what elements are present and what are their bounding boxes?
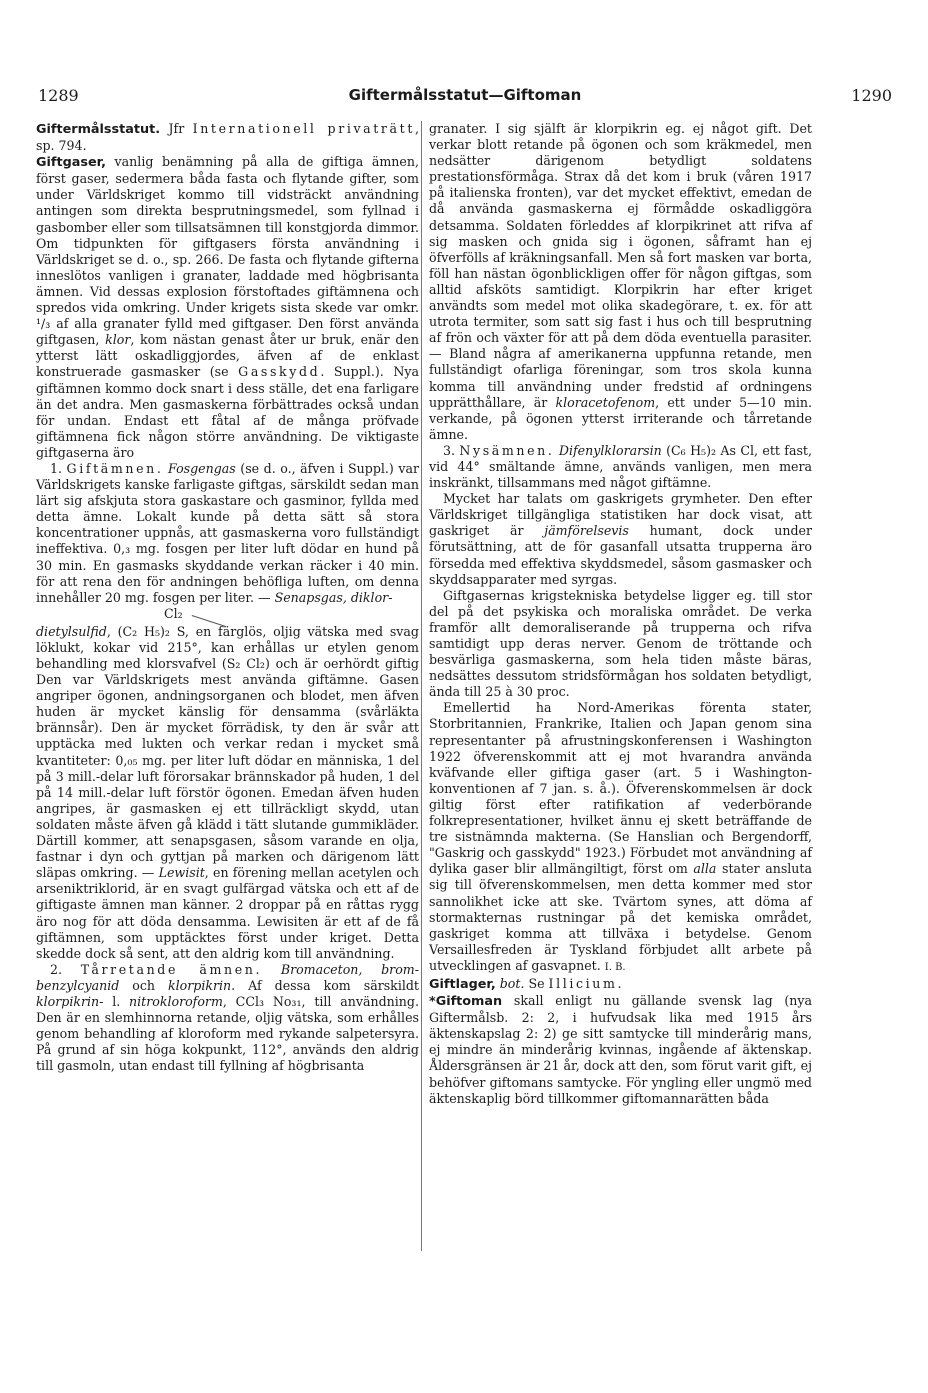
left-column <box>36 121 419 1074</box>
running-title: Giftermålsstatut—Giftoman <box>348 86 582 104</box>
entry-giftermalsstatut: Giftermålsstatut. Jfr Internationell privaträtt, sp. 794. <box>36 121 419 154</box>
paragraph-betydelse: Giftgasernas krigstekniska betydelse ligger eg. till stor del på det psykiska och moraliska området. De verka framför allt demoraliserande på trupperna och rifva samtidigt upp deras nerver. Genom de tröttande och besvärliga gasmaskerna, som hela tiden måste bäras, nedsättes dessutom stridsförmågan hos soldaten betydligt, ända till 25 à 30 proc. <box>429 587 812 700</box>
cross-reference: Internationell privaträtt <box>192 121 415 136</box>
paragraph-grymheter: Mycket har talats om gaskrigets grymheter. Den efter Världskriget tillgängliga statistiken har dock visat, att gaskriget är jämförelsevis humant, dock under förutsättning, att de för gasanfall utsatta trupperna äro försedda med effektiva skyddsmedel, såsom gasmasker och skyddsapparater med syrgas. <box>429 491 812 587</box>
headword: Giftlager, <box>429 976 496 992</box>
paragraph-washington: Emellertid ha Nord-Amerikas förenta stater, Storbritannien, Frankrike, Italien och Japan genom sina representanter på afrustningskonferensen i Washington 1922 öfverenskommit att ej mot hvarandra använda kväfvande eller giftiga gaser (art. 5 i Washington-konventionen af 7 jan. s. å.). Öfverenskommelsen är dock giltig först efter ratifikation af vederbörande folkrepresentationer, hvilket ännu ej skett beträffande de tre sistnämnda makterna. (Se Hanslian och Bergendorff, "Gaskrig och gasskydd" 1923.) Förbudet mot användning af dylika gaser blir allmängiltigt, först om alla stater ansluta sig till öfverenskommelsen, men detta kommer med stor sannolikhet icke att ske. Tvärtom synes, att döma af stormakternas rustningar på det kemiska området, gaskriget komma att tillväxa i betydelse. Genom Versaillesfreden är Tyskland förbjudet allt arbete på utvecklingen af gasvapnet. I. B. <box>429 700 812 973</box>
page-number-right: 1290 <box>851 86 892 105</box>
author-signature: I. B. <box>604 961 626 973</box>
entry-giftoman: *Giftoman skall enligt nu gällande svensk lag (nya Giftermålsb. 2: 2, i hufvudsak lika med 1915 års äktenskapslag 2: 2) ge sitt samtycke till minderårig mans, ej mindre än minderårig kvinnas, ingående af äktenskap. Åldersgränsen är 21 år, dock att den, som förut varit gift, ej behöfver giftomans samtycke. För yngling eller ungmö med äktenskaplig börd tillkommer giftomannarätten båda <box>429 993 812 1106</box>
column-divider <box>421 121 422 1251</box>
section-tarretande: 2. Tårretande ämnen. Bromaceton, brom-benzylcyanid och klorpikrin. Af dessa kom särskildt klorpikrin- l. nitrokloroform, CCl₃ No₃₁, till användning. Den är en slemhinnorna retande, oljig vätska, som erhålles genom behandling af kloroform med rykande salpetersyra. På grund af sin höga kokpunkt, 112°, används den aldrig till gasmoln, utan endast till fyllning af högbrisanta <box>36 961 419 1074</box>
entry-giftlager: Giftlager, bot. Se Illicium. <box>429 975 622 992</box>
section-giftamnen: 1. Giftämnen. Fosgengas (se d. o., äfven i Suppl.) var Världskrigets kanske farligaste giftgas, särskildt sedan man lärt sig afskjuta stora gaskastare och gasminor, fyllda med detta ämne. Lokalt kunde på detta sätt så stora koncentrationer uppnås, att gasmaskerna voro fullständigt ineffektiva. 0,₃ mg. fosgen per liter luft dödar en hund på 30 min. En gasmasks skyddande verkan räcker i 40 min. för att rena den för andningen behöfliga luften, om denna innehåller 20 mg. fosgen per liter. — Senapsgas, diklor- <box>36 460 419 605</box>
headword: Giftermålsstatut. <box>36 122 161 137</box>
cross-reference: Illicium <box>548 975 618 991</box>
section-tarretande-cont: granater. I sig själft är klorpikrin eg. ej något gift. Det verkar blott retande på ögonen och som kräkmedel, men nedsätter därigenom betydligt soldatens prestationsförmåga. Strax då det kom i bruk (våren 1917 på italienska fronten), var det mycket effektivt, emedan de då använda gasmaskerna ej förmådde oskadliggöra detsamma. Soldaten förleddes af klorpikrinet att rifva af sig masken och gnida sig i ögonen, såframt han ej öfverfölls af kräkningsanfall. Men så fort masken var borta, föll han nästan ögonblickligen offer för någon giftgas, som alltid afsköts samtidigt. Klorpikrin har efter kriget användts som medel mot olika skadegörare, t. ex. för att utrota termiter, som satt sig fast i hus och till besprutning af frön och växter för att på dem döda eventuella parasiter. — Bland några af amerikanerna uppfunna retande, men fullständigt ofarliga föreningar, som tros skola kunna komma till användning under fredstid af ordningens upprätthållare, är kloracetofenom, ett under 5—10 min. verkande, på ögonen ytterst irriterande och tårretande ämne. <box>429 121 812 442</box>
cross-reference: Gasskydd <box>238 364 321 380</box>
chemical-formula-annotation: Cl₂ <box>36 606 419 638</box>
headword: *Giftoman <box>429 994 503 1010</box>
page-number-left: 1289 <box>38 86 79 105</box>
section-nysamnen: 3. Nysämnen. Difenylklorarsin (C₆ H₅)₂ As Cl, ett fast, vid 44° smältande ämne, används vanligen, men mera inskränkt, tillsammans med något giftämne. <box>429 442 812 491</box>
entry-giftgaser: Giftgaser, vanlig benämning på alla de giftiga ämnen, först gaser, sedermera båda fasta och flytande gifter, som under Världskriget kommo till vidsträckt användning antingen som direkta besprutningsmedel, som fyllnad i gasbomber eller som tillsatsämnen till konstgjorda dimmor. Om tidpunkten för giftgasers första användning i Världskriget se d. o., sp. 266. De fasta och flytande gifterna inneslötos vanligen i granater, laddade med högbrisanta ämnen. Vid dessas explosion förstoftades giftämnena och spredos vida omkring. Under krigets sista skede var omkr. ¹/₃ af alla granater fylld med giftgaser. Den först använda giftgasen, klor, kom nästan genast åter ur bruk, enär den ytterst lätt oskadliggjordes, äfven af de enklast konstruerade gasmasker (se Gasskydd. Suppl.). Nya giftämnen kommo dock snart i dess ställe, det ena farligare än det andra. Men gasmaskerna förbättrades också undan för undan. Endast ett fåtal af de många pröfvade giftämnena fick någon större användning. De viktigaste giftgaserna äro <box>36 154 420 460</box>
headword: Giftgaser, <box>36 155 106 171</box>
page-header <box>38 86 892 110</box>
section-giftamnen-cont: dietylsulfid, (C₂ H₅)₂ S, en färglös, oljig vätska med svag löklukt, kokar vid 215°, kan erhållas ur etylen genom behandling med klorsvafvel (S₂ Cl₂) och är oerhördt giftig Den var Världskrigets mest använda giftämne. Gasen angriper ögonen, andningsorganen och blodet, men äfven huden är mycket känslig för densamma (svårläkta brännsår). Den är mycket förrädisk, ty den är svår att upptäcka med lukten och verkar redan i mycket små kvantiteter: 0,₀₅ mg. per liter luft dödar en människa, 1 del på 3 mill.-delar luft förorsakar brännskador på huden, 1 del på 14 mill.-delar luft förstör ögonen. Emedan äfven huden angripes, är gasmasken ej ett tillräckligt skydd, utan soldaten måste äfven gå klädd i tätt slutande gummikläder. Därtill kommer, att senapsgasen, såsom varande en olja, fastnar i dyn och gyttjan på marken och därigenom lätt släpas omkring. — Lewisit, en förening mellan acetylen och arseniktriklorid, är en svagt gulfärgad vätska och ett af de giftigaste ämnen man känner. 2 droppar på en råttas rygg äro nog för att döda densamma. Lewisiten är ett af de få giftämnen, som upptäcktes först under kriget. Detta skedde dock så sent, att den aldrig kom till användning. <box>36 623 419 961</box>
right-column <box>429 121 812 1107</box>
